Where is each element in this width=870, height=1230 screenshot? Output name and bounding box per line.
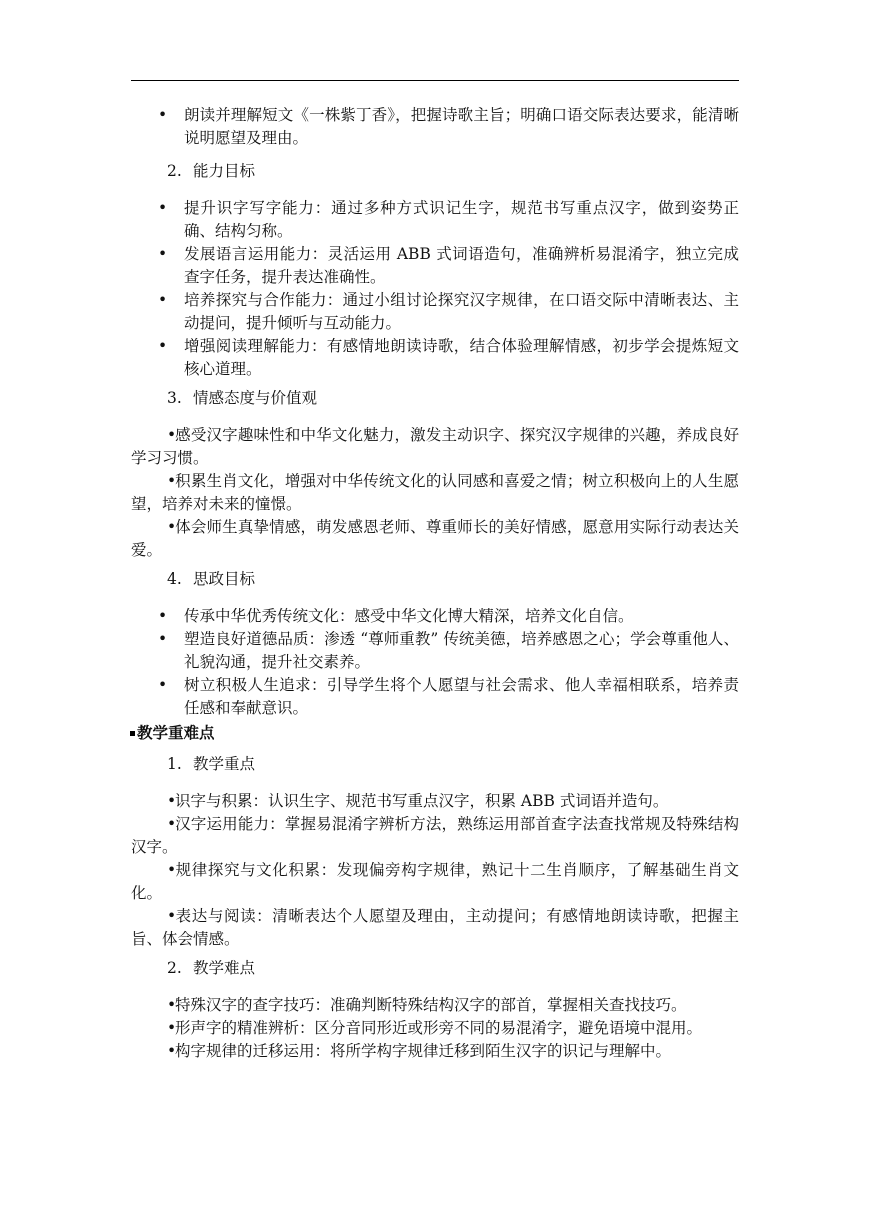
- key-points-heading: 1. 教学重点: [167, 755, 256, 773]
- square-bullet-icon: [130, 731, 135, 736]
- bullet-icon: •: [158, 337, 168, 355]
- list-item: •感受汉字趣味性和中华文化魅力，激发主动识字、探究汉字规律的兴趣，养成良好学习习惯。: [131, 426, 739, 467]
- list-item: •构字规律的迁移运用：将所学构字规律迁移到陌生汉字的识记与理解中。: [131, 1040, 739, 1063]
- list-item: • 朗读并理解短文《一株紫丁香》，把握诗歌主旨；明确口语交际表达要求，能清晰说明愿望及理由。: [158, 106, 739, 147]
- bullet-icon: •: [158, 676, 168, 694]
- list-item: • 提升识字写字能力：通过多种方式识记生字，规范书写重点汉字，做到姿势正确、结构匀称。: [158, 199, 739, 240]
- bullet-icon: •: [167, 472, 177, 490]
- bullet-icon: •: [158, 607, 168, 625]
- difficult-points-heading: 2. 教学难点: [167, 959, 256, 977]
- list-item: •识字与积累：认识生字、规范书写重点汉字，积累 ABB 式词语并造句。: [131, 790, 739, 813]
- bullet-icon: •: [158, 199, 168, 217]
- list-item: •表达与阅读：清晰表达个人愿望及理由，主动提问；有感情地朗读诗歌，把握主旨、体会情感。: [131, 907, 739, 948]
- document-body: [131, 104, 739, 1063]
- emotion-heading: 3. 情感态度与价值观: [167, 389, 318, 407]
- list-item: • 传承中华优秀传统文化：感受中华文化博大精深，培养文化自信。: [131, 605, 739, 628]
- list-item: • 增强阅读理解能力：有感情地朗读诗歌，结合体验理解情感，初步学会提炼短文核心道理。: [158, 337, 739, 378]
- list-item: •形声字的精准辨析：区分音同形近或形旁不同的易混淆字，避免语境中混用。: [131, 1017, 739, 1040]
- ideology-heading: 4. 思政目标: [167, 570, 256, 588]
- bullet-icon: •: [167, 815, 177, 833]
- list-item: •积累生肖文化，增强对中华传统文化的认同感和喜爱之情；树立积极向上的人生愿望，培养对未来的憧憬。: [131, 472, 739, 513]
- list-item: •体会师生真挚情感，萌发感恩老师、尊重师长的美好情感，愿意用实际行动表达关爱。: [131, 518, 739, 559]
- bullet-icon: •: [167, 907, 177, 925]
- bullet-icon: •: [167, 861, 177, 879]
- bullet-icon: •: [167, 1019, 177, 1037]
- list-item: • 培养探究与合作能力：通过小组讨论探究汉字规律，在口语交际中清晰表达、主动提问，提升倾听与互动能力。: [158, 291, 739, 332]
- bullet-icon: •: [158, 630, 168, 648]
- list-item: •特殊汉字的查字技巧：准确判断特殊结构汉字的部首，掌握相关查找技巧。: [131, 994, 739, 1017]
- bullet-icon: •: [167, 792, 177, 810]
- bullet-icon: •: [167, 426, 177, 444]
- list-item: •规律探究与文化积累：发现偏旁构字规律，熟记十二生肖顺序，了解基础生肖文化。: [131, 861, 739, 902]
- bullet-icon: •: [167, 996, 177, 1014]
- section-title: 教学重难点: [130, 722, 739, 745]
- bullet-icon: •: [158, 106, 168, 124]
- list-item: •汉字运用能力：掌握易混淆字辨析方法，熟练运用部首查字法查找常规及特殊结构汉字。: [131, 815, 739, 856]
- list-item: • 发展语言运用能力：灵活运用 ABB 式词语造句，准确辨析易混淆字，独立完成查字任务，提升表达准确性。: [158, 245, 739, 286]
- bullet-icon: •: [167, 518, 177, 536]
- list-item: • 塑造良好道德品质：渗透 “尊师重教” 传统美德，培养感恩之心；学会尊重他人、礼貌沟通，提升社交素养。: [158, 630, 739, 671]
- header-rule: [131, 80, 739, 81]
- bullet-icon: •: [158, 291, 168, 309]
- list-item: • 树立积极人生追求：引导学生将个人愿望与社会需求、他人幸福相联系，培养责任感和奉献意识。: [158, 676, 739, 717]
- bullet-icon: •: [158, 245, 168, 263]
- bullet-icon: •: [167, 1042, 177, 1060]
- ability-heading: 2. 能力目标: [167, 162, 256, 180]
